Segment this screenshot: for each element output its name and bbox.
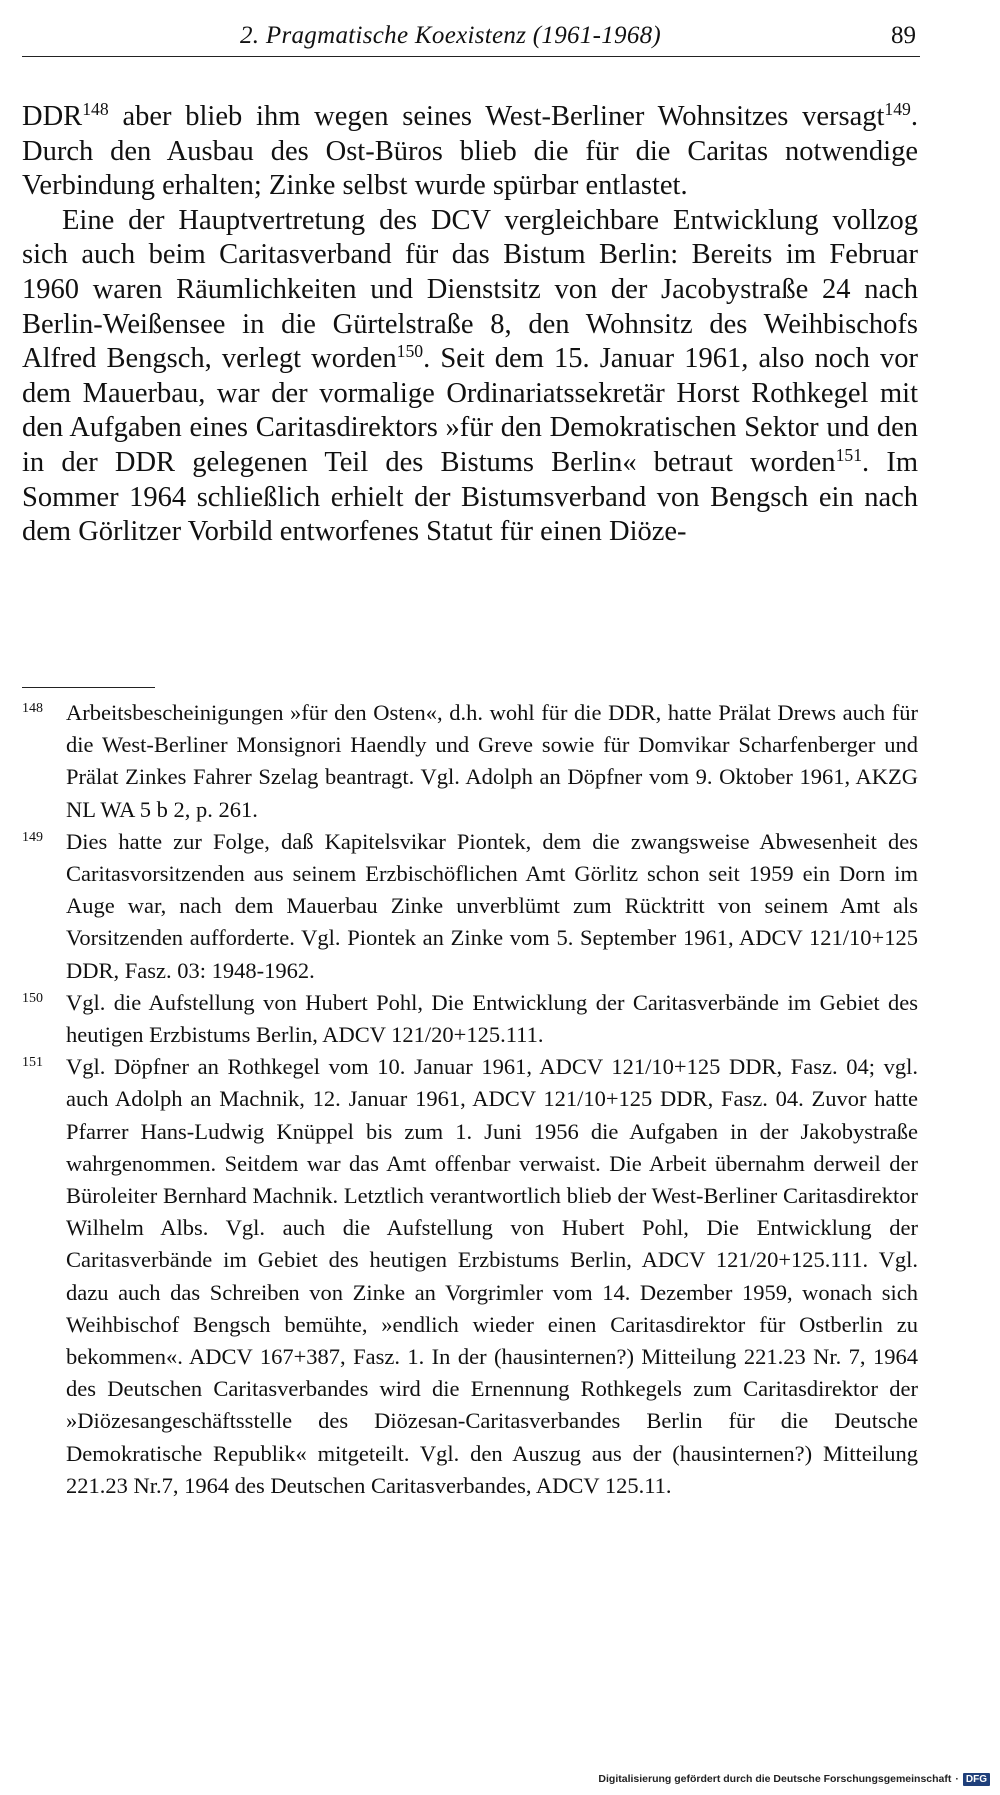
running-title: 2. Pragmatische Koexistenz (1961-1968) (240, 22, 662, 49)
footnote-149 (22, 826, 918, 987)
running-head (22, 22, 920, 57)
footnote-ref-150[interactable]: 150 (396, 341, 424, 362)
footnote-separator (22, 687, 155, 688)
footnotes (22, 697, 918, 1502)
paragraph-2-part-c: . Im Sommer 1964 schließlich erhielt der Bistumsverband von Bengsch ein nach dem Görlitzer Vorbild entworfenes Statut für einen Diöze- (22, 446, 918, 548)
footnote-number: 151 (22, 1055, 43, 1071)
footnote-number: 149 (22, 829, 43, 845)
credit-text: Digitalisierung gefördert durch die Deutsche Forschungsgemeinschaft (598, 1773, 952, 1785)
main-text (22, 100, 918, 550)
paragraph-1-part-c: . Durch den Ausbau des Ost-Büros blieb die für die Caritas notwendige Verbindung erhalten; Zinke selbst wurde spürbar entlastet. (22, 101, 918, 202)
paragraph-1-part-b: aber blieb ihm wegen seines West-Berliner Wohnsitzes versagt (108, 101, 885, 132)
footnote-text: Vgl. Döpfner an Rothkegel vom 10. Januar 1961, ADCV 121/10+125 DDR, Fasz. 04; vgl. auch Adolph an Machnik, 12. Januar 1961, ADCV 121/10+125 DDR, Fasz. 04. Zuvor hatte Pfarrer Hans-Ludwig Knüppel bis zum 1. Juni 1956 die Aufgaben in der Jakobystraße wahrgenommen. Seitdem war das Amt offenbar verwaist. Die Arbeit übernahm derweil der Büroleiter Bernhard Machnik. Letztlich verantwortlich blieb der West-Berliner Caritasdirektor Wilhelm Albs. Vgl. auch die Aufstellung von Hubert Pohl, Die Entwicklung der Caritasverbände im Gebiet des heutigen Erzbistums Berlin, ADCV 121/20+125.111. Vgl. dazu auch das Schreiben von Zinke an Vorgrimler vom 14. Dezember 1959, wonach sich Weihbischof Bengsch bemühte, »endlich wieder einen Caritasdirektor für Ostberlin zu bekommen«. ADCV 167+387, Fasz. 1. In der (hausinternen?) Mitteilung 221.23 Nr. 7, 1964 des Deutschen Caritasverbandes wird die Ernennung Rothkegels zum Caritasdirektor der »Diözesangeschäftsstelle des Diözesan-Caritasverbandes Berlin für die Deutsche Demokratische Republik« mitgeteilt. Vgl. den Auszug aus der (hausinternen?) Mitteilung 221.23 Nr.7, 1964 des Deutschen Caritasverbandes, ADCV 125.11. (66, 1054, 918, 1498)
paragraph-1-part-a: DDR (22, 101, 83, 132)
footnote-148 (22, 697, 918, 826)
footnote-150 (22, 987, 918, 1051)
paragraph-2 (22, 204, 918, 550)
footnote-ref-148[interactable]: 148 (82, 99, 109, 120)
footnote-number: 150 (22, 990, 43, 1006)
footnote-number: 148 (22, 701, 43, 716)
dfg-logo-icon: DFG (963, 1773, 990, 1786)
footnote-ref-151[interactable]: 151 (835, 445, 863, 466)
page-number: 89 (891, 22, 916, 49)
digitization-credit (598, 1769, 990, 1789)
footnote-ref-149[interactable]: 149 (884, 99, 911, 120)
footnote-text: Arbeitsbescheinigungen »für den Osten«, d.h. wohl für die DDR, hatte Prälat Drews auch für die West-Berliner Monsignori Haendly und Greve sowie für Domvikar Scharfenberger und Prälat Zinkes Fahrer Szelag beantragt. Vgl. Adolph an Döpfner vom 9. Oktober 1961, AKZG NL WA 5 b 2, p. 261. (66, 700, 918, 822)
paragraph-2-part-a: Eine der Hauptvertretung des DCV vergleichbare Entwicklung vollzog sich auch beim Caritasverband für das Bistum Berlin: Bereits im Februar 1960 waren Räumlichkeiten und Dienstsitz von der Jacobystraße 24 nach Berlin-Weißensee in die Gürtelstraße 8, den Wohnsitz des Weihbischofs Alfred Bengsch, verlegt worden (22, 204, 918, 375)
footnote-text: Dies hatte zur Folge, daß Kapitelsvikar Piontek, dem die zwangsweise Abwesenheit des Caritasvorsitzenden aus seinem Erzbischöflichen Amt Görlitz schon seit 1959 ein Dorn im Auge war, nach dem Mauerbau Zinke unverblümt zum Rücktritt von seinem Amt als Vorsitzenden aufforderte. Vgl. Piontek an Zinke vom 5. September 1961, ADCV 121/10+125 DDR, Fasz. 03: 1948-1962. (66, 828, 918, 983)
paragraph-2-part-b: . Seit dem 15. Januar 1961, also noch vor dem Mauerbau, war der vormalige Ordinariatssekretär Horst Rothkegel mit den Aufgaben eines Caritasdirektors »für den Demokratischen Sektor und den in der DDR gelegenen Teil des Bistums Berlin« betraut worden (22, 343, 918, 478)
credit-dash: · (955, 1773, 959, 1785)
footnote-text: Vgl. die Aufstellung von Hubert Pohl, Die Entwicklung der Caritasverbände im Gebiet des heutigen Erzbistums Berlin, ADCV 121/20+125.111. (66, 989, 918, 1048)
paragraph-1 (22, 100, 918, 204)
footnote-151 (22, 1051, 918, 1502)
